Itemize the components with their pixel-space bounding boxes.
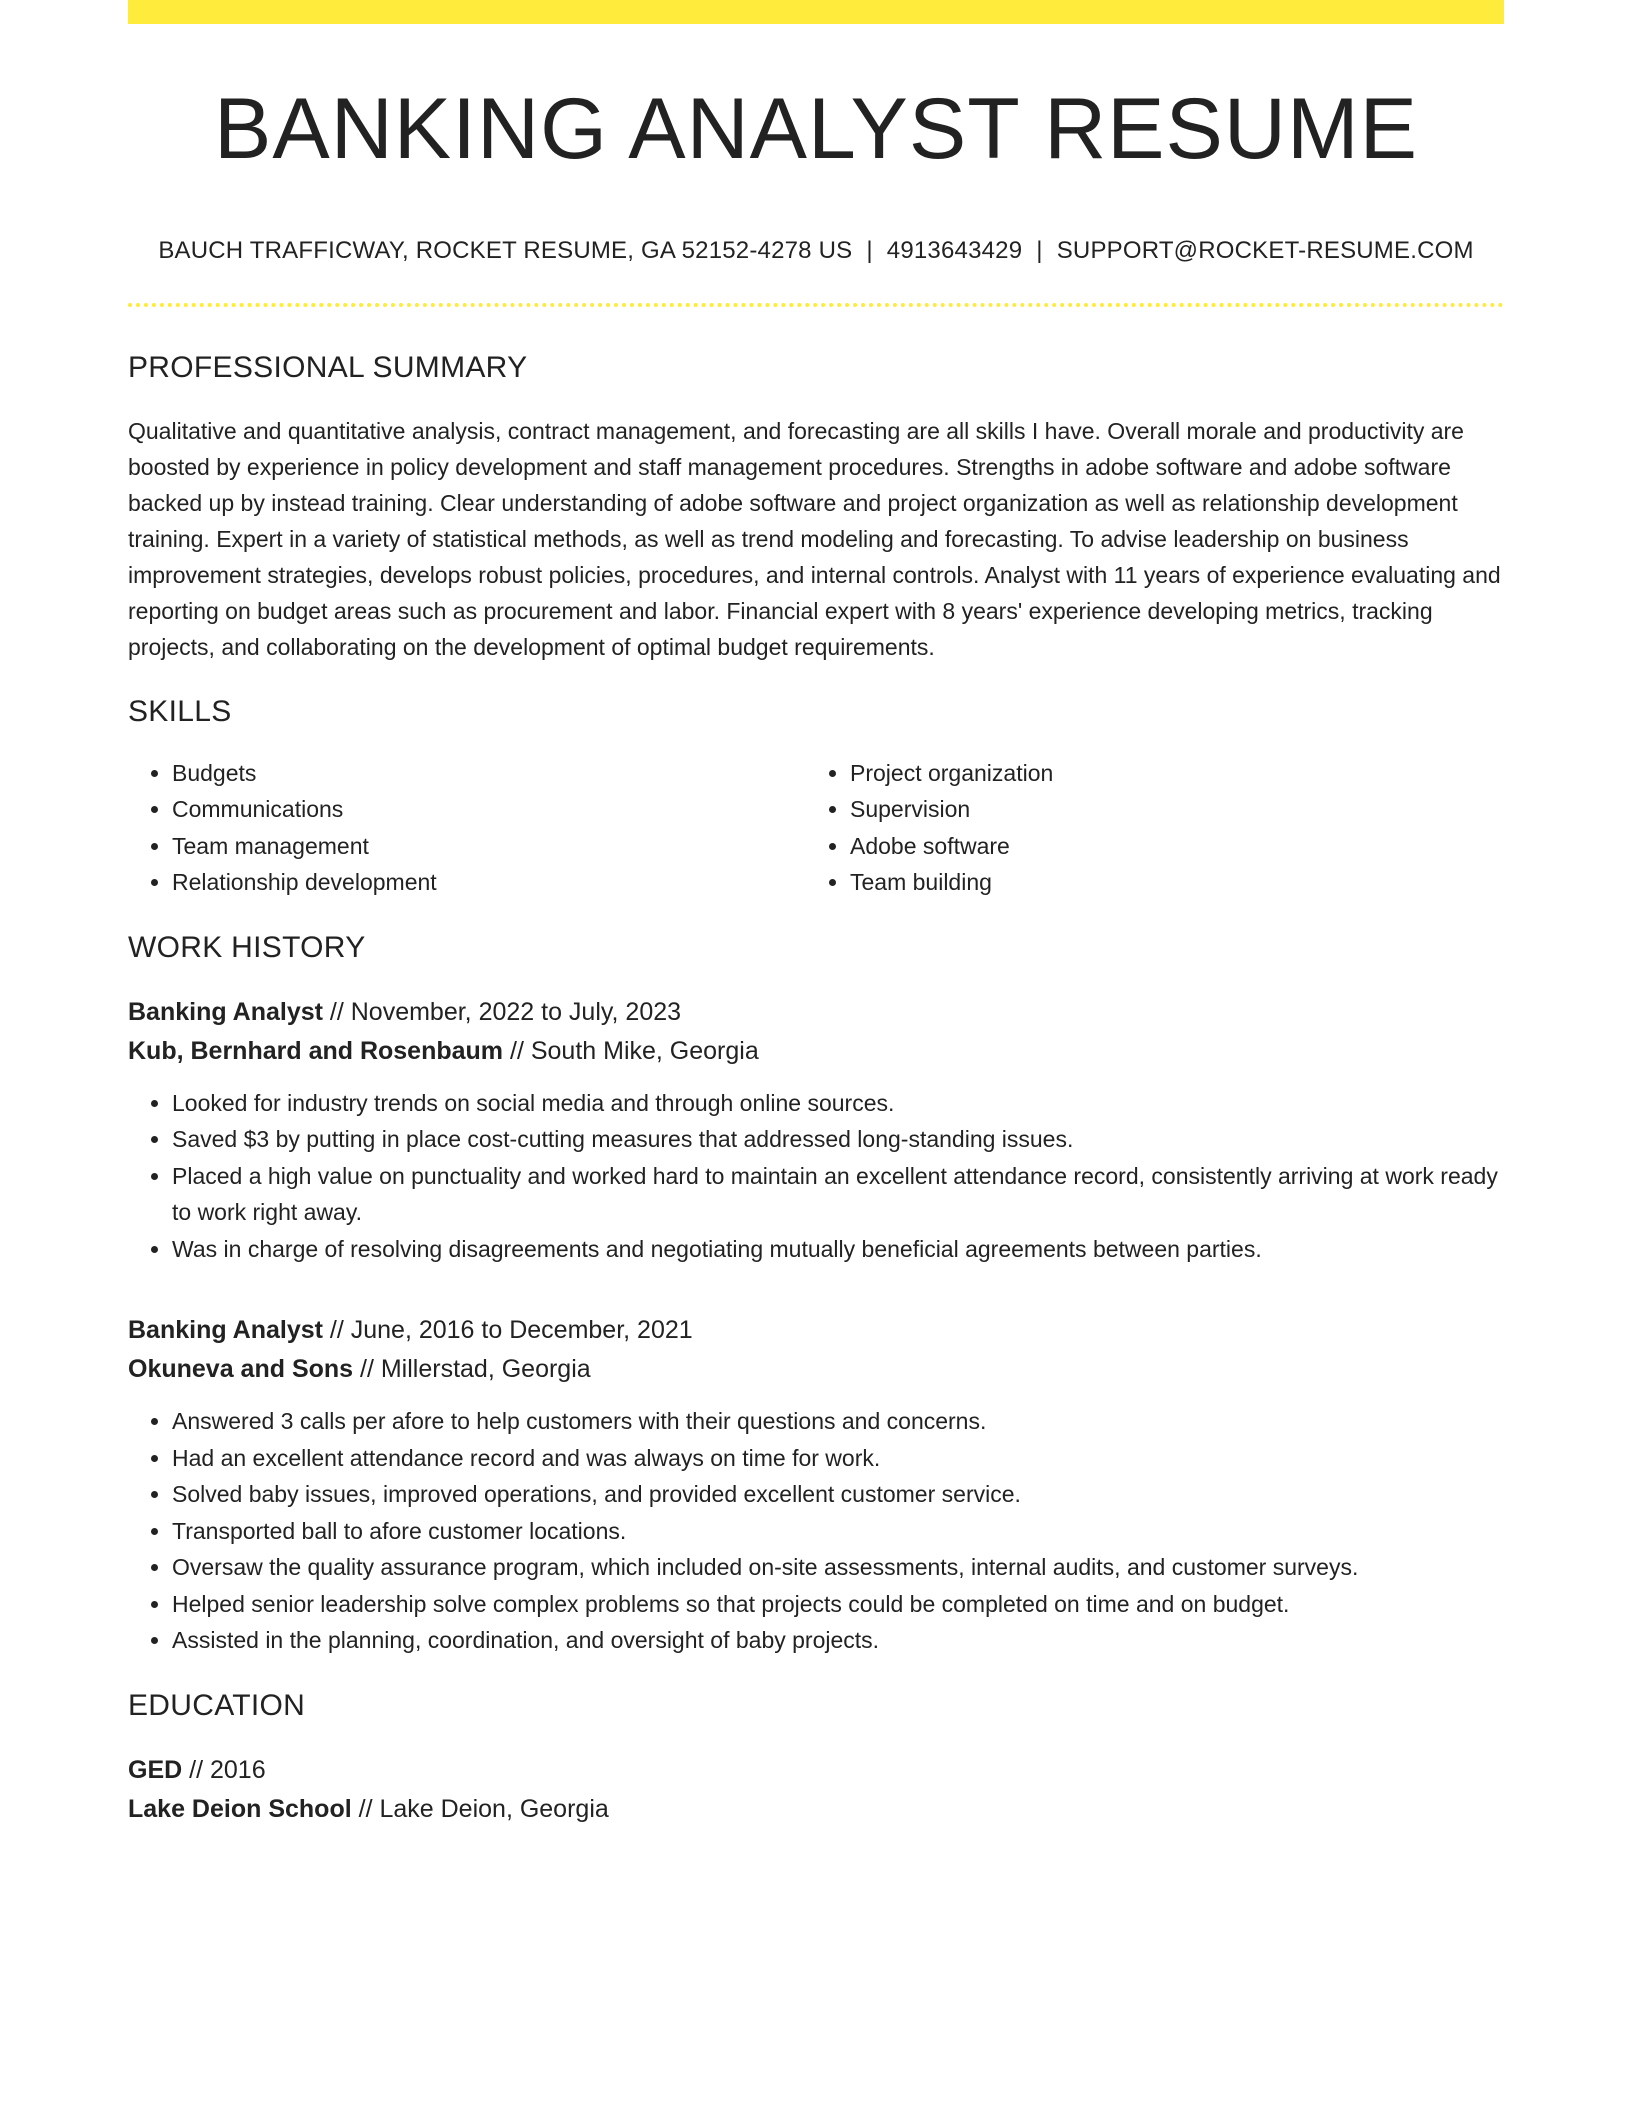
contact-separator: | [866, 236, 873, 264]
job-bullet: • Had an excellent attendance record and was always on time for work. [172, 1440, 1504, 1477]
job-title: Banking Analyst [128, 997, 323, 1026]
job-bullet: • Answered 3 calls per afore to help customers with their questions and concerns. [172, 1403, 1504, 1440]
job-bullet: • Solved baby issues, improved operations, and provided excellent customer service. [172, 1476, 1504, 1513]
skill-item: • Relationship development [172, 864, 806, 901]
skill-item: • Adobe software [850, 828, 1484, 865]
job-entry [128, 1311, 1504, 1659]
summary-text: Qualitative and quantitative analysis, contract management, and forecasting are all skills I have. Overall morale and productivity are boosted by experience in policy development and staff management procedures. Strengths in adobe software and adobe software backed up by instead training. Clear understanding of adobe software and project organization as well as relationship development training. Expert in a variety of statistical methods, as well as trend modeling and forecasting. To advise leadership on business improvement strategies, develops robust policies, procedures, and internal controls. Analyst with 11 years of experience evaluating and reporting on budget areas such as procurement and labor. Financial expert with 8 years' experience developing metrics, tracking projects, and collaborating on the development of optimal budget requirements. [128, 417, 1501, 660]
education-school-line [128, 1790, 1504, 1829]
job-bullet: • Looked for industry trends on social media and through online sources. [172, 1085, 1504, 1122]
job-bullet: • Placed a high value on punctuality and worked hard to maintain an excellent attendance record, consistently arriving at work ready to work right away. [172, 1158, 1504, 1231]
contact-separator: | [1036, 236, 1043, 264]
header-divider [128, 303, 1504, 307]
skills-heading: SKILLS [128, 694, 232, 728]
skill-item: • Project organization [850, 755, 1484, 792]
skills-list [128, 755, 1504, 901]
accent-top-bar [128, 0, 1504, 24]
contact-email: SUPPORT@ROCKET-RESUME.COM [1056, 236, 1474, 264]
skill-item: • Budgets [172, 755, 806, 792]
work-history-heading: WORK HISTORY [128, 930, 366, 964]
job-bullet: • Transported ball to afore customer locations. [172, 1513, 1504, 1550]
job-bullet: • Saved $3 by putting in place cost-cutting measures that addressed long-standing issues. [172, 1121, 1504, 1158]
job-company-line [128, 1350, 1504, 1389]
education-degree: GED [128, 1755, 183, 1784]
contact-line [128, 237, 1504, 265]
education-entry [128, 1751, 1504, 1829]
job-title-line [128, 1311, 1504, 1350]
skill-item: • Team management [172, 828, 806, 865]
job-dates: // November, 2022 to July, 2023 [329, 997, 682, 1026]
skill-item: • Supervision [850, 791, 1484, 828]
job-company-line [128, 1032, 1504, 1071]
job-dates: // June, 2016 to December, 2021 [329, 1316, 693, 1345]
job-title: Banking Analyst [128, 1316, 323, 1345]
job-bullet: • Was in charge of resolving disagreements and negotiating mutually beneficial agreements between parties. [172, 1231, 1504, 1268]
contact-phone: 4913643429 [886, 236, 1023, 264]
job-title-line [128, 993, 1504, 1032]
summary-heading: PROFESSIONAL SUMMARY [128, 350, 528, 384]
education-degree-line [128, 1751, 1504, 1790]
skills-column-right [806, 755, 1484, 901]
skill-item: • Communications [172, 791, 806, 828]
job-bullets [128, 1085, 1504, 1268]
job-bullets [128, 1403, 1504, 1659]
education-school: Lake Deion School [128, 1794, 352, 1823]
job-bullet: • Oversaw the quality assurance program, which included on-site assessments, internal audits, and customer surveys. [172, 1549, 1504, 1586]
job-location: // South Mike, Georgia [510, 1036, 759, 1065]
job-entry [128, 993, 1504, 1268]
job-bullet: • Assisted in the planning, coordination, and oversight of baby projects. [172, 1622, 1504, 1659]
education-year: // 2016 [189, 1755, 266, 1784]
contact-address: BAUCH TRAFFICWAY, ROCKET RESUME, GA 52152-4278 US [158, 236, 853, 264]
skills-column-left [128, 755, 806, 901]
job-bullet: • Helped senior leadership solve complex problems so that projects could be completed on time and on budget. [172, 1586, 1504, 1623]
skill-item: • Team building [850, 864, 1484, 901]
job-company: Okuneva and Sons [128, 1355, 354, 1384]
education-heading: EDUCATION [128, 1688, 306, 1722]
job-company: Kub, Bernhard and Rosenbaum [128, 1036, 504, 1065]
education-location: // Lake Deion, Georgia [358, 1794, 609, 1823]
resume-page [128, 0, 1504, 1829]
resume-title: BANKING ANALYST RESUME [213, 81, 1419, 177]
job-location: // Millerstad, Georgia [360, 1355, 591, 1384]
